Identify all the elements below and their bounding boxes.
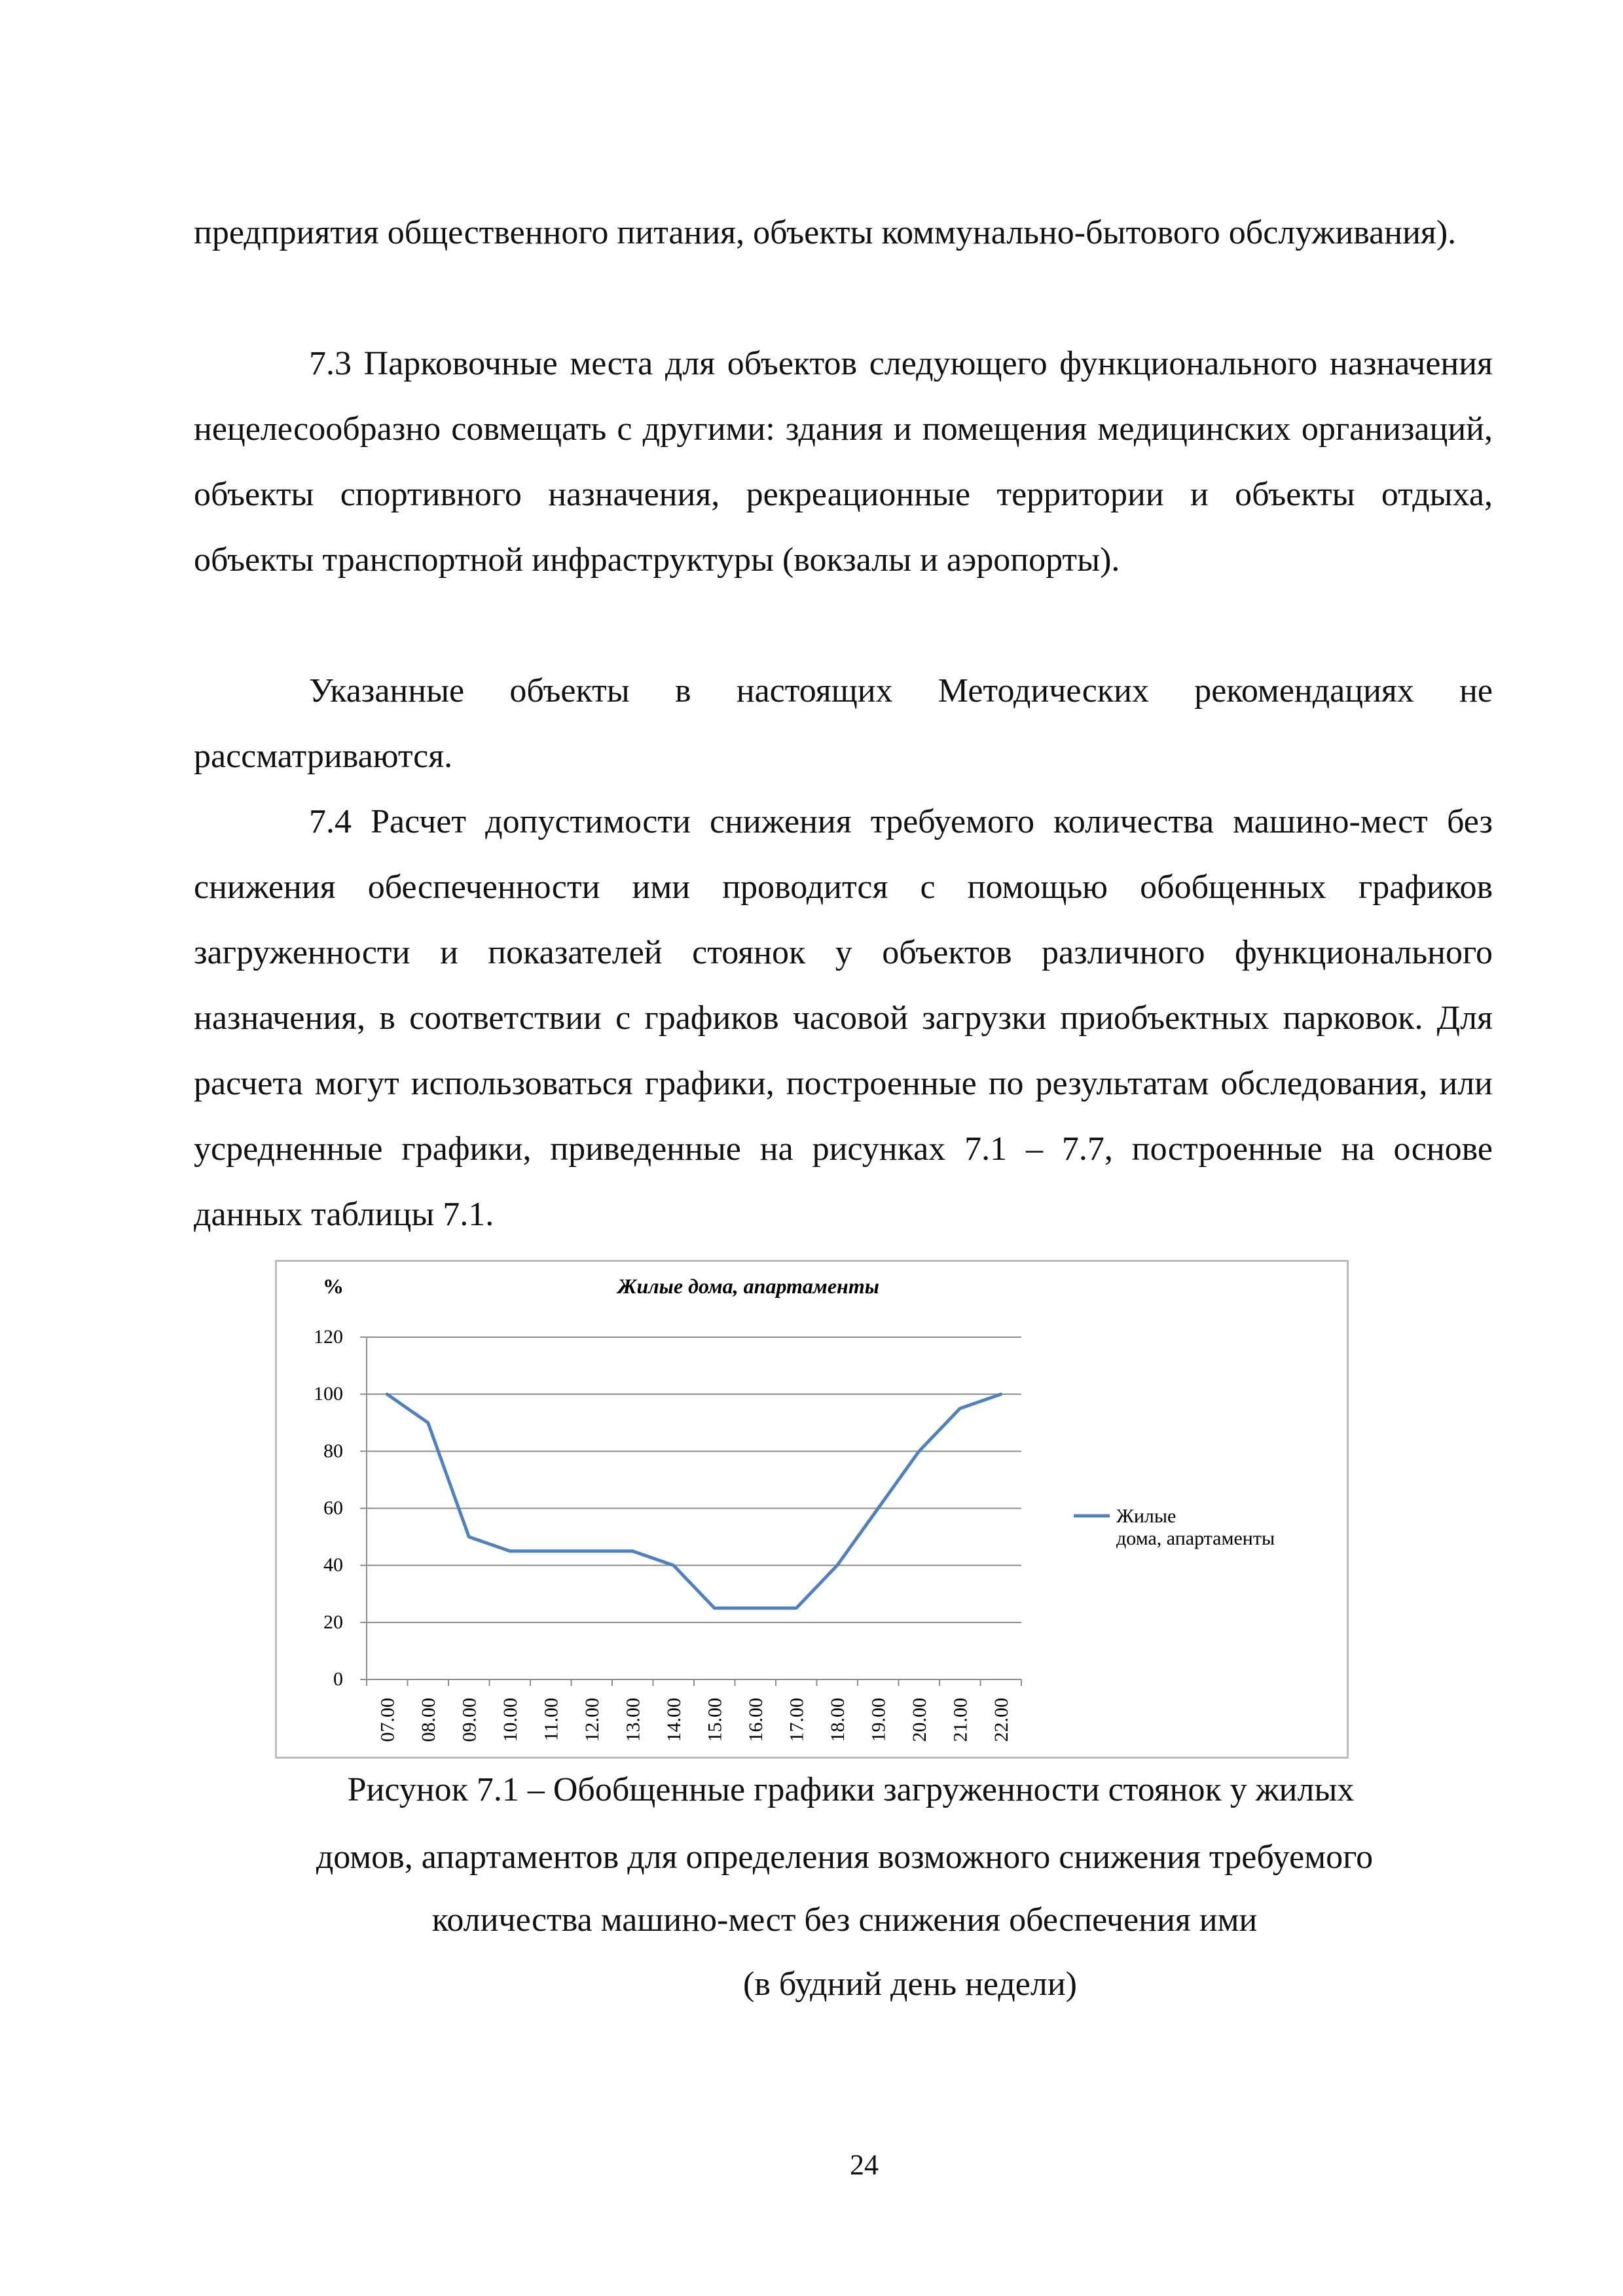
y-tick-label: 80 [323,1440,343,1462]
series-line [387,1394,1001,1608]
x-tick-label: 21.00 [949,1698,972,1742]
line-chart [277,1262,1347,1757]
x-tick-label: 10.00 [499,1698,521,1742]
figure-caption-line-2: домов, апартаментов для определения возможного снижения требуемого [316,1839,1374,1876]
y-tick-label: 0 [333,1668,343,1690]
x-tick-label: 14.00 [663,1698,685,1742]
x-tick-label: 17.00 [786,1698,808,1742]
x-tick-label: 13.00 [622,1698,644,1742]
y-tick-label: 100 [314,1383,343,1405]
x-tick-label: 22.00 [990,1698,1012,1742]
x-tick-label: 20.00 [908,1698,930,1742]
x-tick-label: 12.00 [581,1698,603,1742]
page-number: 24 [850,2149,879,2181]
x-tick-label: 15.00 [704,1698,726,1742]
paragraph-continuation: предприятия общественного питания, объекты коммунально-бытового обслуживания). [194,214,1457,251]
figure-caption-line-4: (в будний день недели) [743,1965,1077,2003]
x-tick-label: 11.00 [540,1698,562,1742]
legend-label-line-1: Жилые [1116,1505,1176,1527]
legend-label-line-2: дома, апартаменты [1116,1528,1275,1549]
paragraph-7-3: 7.3 Парковочные места для объектов следующего функционального назначения нецелесообразно совмещать с другими: здания и помещения медицинских организаций, объекты спортивного назначения, рекреационные территории и объекты отдыха, объекты транспортной инфраструктуры (вокзалы и аэропорты). [194,345,1493,579]
x-tick-label: 08.00 [417,1698,439,1742]
chart-frame [275,1260,1349,1759]
figure-caption-line-3: количества машино-мест без снижения обеспечения ими [431,1901,1258,1939]
x-tick-label: 16.00 [744,1698,767,1742]
y-tick-label: 40 [323,1554,343,1576]
y-tick-label: 20 [323,1611,343,1633]
paragraph-note: Указанные объекты в настоящих Методических рекомендациях не рассматриваются. [194,672,1493,775]
x-tick-label: 18.00 [826,1698,848,1742]
x-tick-label: 07.00 [376,1698,399,1742]
y-axis-label: % [323,1274,344,1298]
y-tick-label: 60 [323,1497,343,1519]
chart-title: Жилые дома, апартаменты [617,1274,879,1298]
figure-caption-line-1: Рисунок 7.1 – Обобщенные графики загруженности стоянок у жилых [347,1771,1355,1808]
x-tick-label: 09.00 [458,1698,481,1742]
paragraph-7-4: 7.4 Расчет допустимости снижения требуемого количества машино-мест без снижения обеспеченности ими проводится с помощью обобщенных графиков загруженности и показателей стоянок у объектов различного функционального назначения, в соответствии с графиков часовой загрузки приобъектных парковок. Для расчета могут использоваться графики, построенные по результатам обследования, или усредненные графики, приведенные на рисунках 7.1 – 7.7, построенные на основе данных таблицы 7.1. [194,803,1493,1233]
y-tick-label: 120 [314,1326,343,1348]
x-tick-label: 19.00 [867,1698,890,1742]
